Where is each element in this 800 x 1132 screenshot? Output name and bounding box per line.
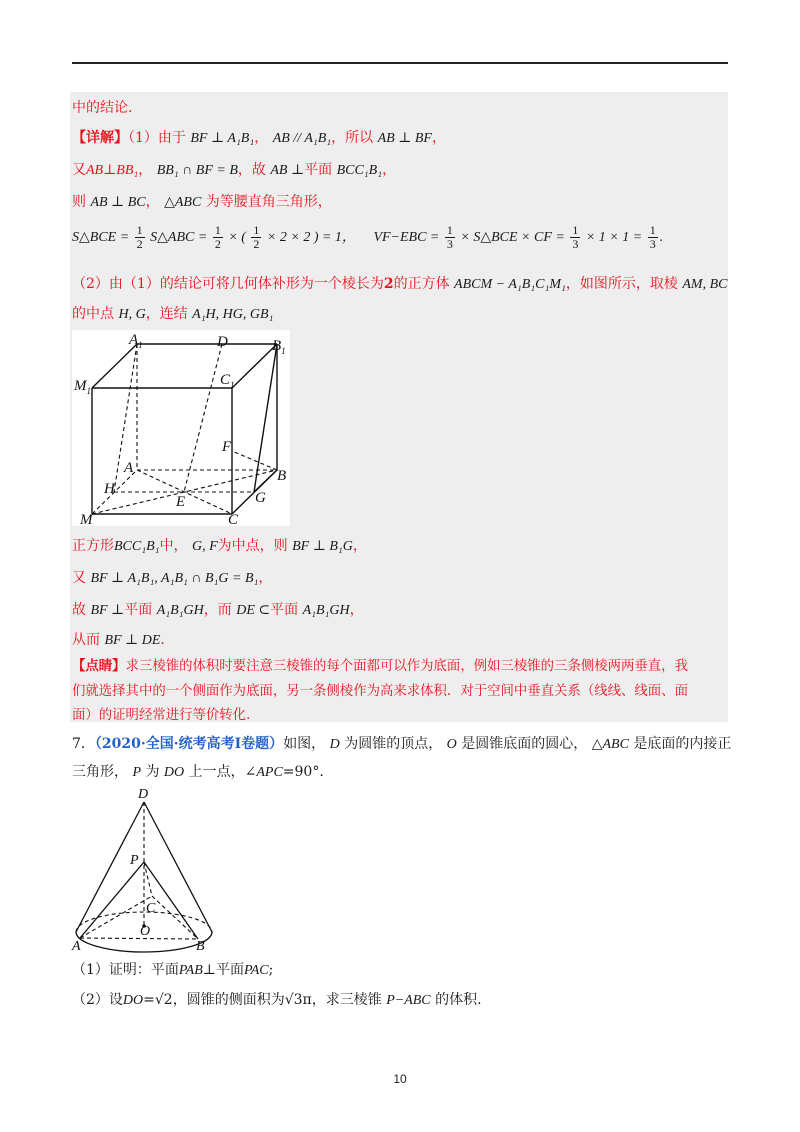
math: BF ⊥ [90, 603, 125, 618]
denominator: 3 [572, 237, 579, 252]
label-a1: A [129, 332, 139, 348]
problem-7-question-1 [72, 960, 273, 981]
text: （2）由（1）的结论可将几何体补形为一个棱长为 [72, 276, 384, 292]
page-number: 10 [393, 1072, 407, 1086]
numerator: 1 [136, 223, 143, 238]
fraction [570, 224, 580, 251]
math: H, G [118, 307, 146, 322]
math: × 2 × 2 ) = 1， [266, 230, 356, 245]
math: DO [163, 765, 185, 780]
solution-line-9 [72, 568, 272, 589]
denominator: 3 [649, 237, 656, 252]
subscript: 1 [230, 380, 235, 390]
text: 为 [145, 764, 160, 780]
text: 则 [72, 194, 86, 210]
math: DO [122, 993, 144, 1008]
math: S△ABC = [150, 230, 208, 245]
label-o: O [140, 924, 151, 939]
math: VF−EBC = [373, 230, 440, 245]
text: ，而 [203, 602, 232, 618]
text: 中的结论. [72, 100, 133, 116]
text: 为圆锥的顶点， [344, 736, 443, 752]
math: AB ⊥ [270, 163, 305, 178]
math: APC [256, 765, 283, 780]
label-a: A [72, 939, 81, 954]
cone-labels [71, 787, 205, 954]
text: ， [431, 130, 446, 146]
text: 如图， [283, 736, 326, 752]
text: =√2，圆锥的侧面积为√3π，求三棱锥 [143, 992, 382, 1008]
cube-figure [72, 330, 290, 526]
text: ，连结 [145, 306, 188, 322]
label-c: C [146, 901, 156, 916]
math: AM, BC [682, 277, 728, 292]
label-b: B [196, 939, 205, 954]
text: 们就选择其中的一个侧面作为底面，另一条侧棱作为高来求体积．对于空间中垂直关系（线线、线面、面 [72, 684, 688, 699]
subscript: 1 [281, 346, 286, 356]
fraction [445, 224, 455, 251]
tip-line-3 [72, 706, 250, 726]
numerator: 1 [446, 223, 453, 238]
math: PAC [243, 963, 269, 978]
text: 平面 [270, 602, 299, 618]
denominator: 2 [136, 237, 143, 252]
text: ， [349, 602, 364, 618]
problem-source: （2020·全国·统考高考Ⅰ卷题） [94, 736, 284, 752]
text: ， [138, 162, 153, 178]
text: ，故 [237, 162, 266, 178]
label-f: F [222, 439, 232, 455]
solution-line-10 [72, 600, 364, 621]
problem-7-line-2 [72, 762, 324, 783]
text: ， [382, 162, 397, 178]
label-p: P [130, 853, 139, 868]
numerator: 1 [214, 223, 221, 238]
text: 从而 [72, 632, 100, 648]
text: 三角形， [72, 764, 128, 780]
text: 面）的证明经常进行等价转化. [72, 708, 251, 723]
text: 为等腰直角三角形， [205, 194, 332, 210]
solution-line-2 [72, 128, 446, 149]
math: ABCM − A₁B₁C₁M₁ [454, 277, 566, 292]
text: 为中点，则 [217, 538, 288, 554]
math: AB⊥BB₁ [86, 163, 139, 178]
text: （1）由于 [128, 130, 186, 146]
text: 平面 [304, 162, 333, 178]
text: ⊥平面 [202, 962, 244, 978]
text: . [160, 632, 165, 648]
denominator: 3 [446, 237, 453, 252]
fraction [648, 224, 658, 251]
label-b1: B [272, 338, 282, 354]
text: （2）设 [72, 992, 123, 1008]
denominator: 2 [253, 237, 260, 252]
math: AB // A₁B₁ [272, 131, 332, 146]
problem-7-question-2 [72, 990, 482, 1011]
math: △ABC [591, 737, 629, 752]
math: BCC₁B₁ [336, 163, 383, 178]
text: =90°. [282, 764, 324, 780]
label-g: G [255, 490, 266, 506]
text: 又 [72, 162, 86, 178]
label-b: B [277, 468, 287, 484]
math: P [132, 765, 142, 780]
header-rule [72, 62, 728, 64]
denominator: 2 [214, 237, 221, 252]
tip-tag: 【点睛】 [72, 658, 126, 674]
math: PAB [178, 963, 203, 978]
numerator: 1 [253, 223, 260, 238]
math: BCC₁B₁ [114, 539, 160, 554]
text: 求三棱锥的体积时要注意三棱锥的每个面都可以作为底面，例如三棱锥的三条侧棱两两垂直，我 [125, 659, 688, 674]
math: AB ⊥ BF [377, 131, 432, 146]
solution-line-7 [72, 304, 273, 325]
cone-figure [68, 784, 218, 954]
label-d: D [217, 334, 228, 350]
text: ，所以 [331, 130, 374, 146]
text: ，如图所示，取棱 [565, 276, 678, 292]
subscript: 1 [138, 340, 143, 350]
numerator: 1 [649, 223, 656, 238]
solution-line-11 [72, 630, 165, 651]
math: A₁B₁GH [156, 603, 204, 618]
math: D [329, 737, 340, 752]
label-m1: M [74, 378, 87, 394]
text: ; [268, 962, 274, 978]
label-m: M [80, 512, 93, 526]
math: × 1 × 1 = [585, 230, 643, 245]
solution-line-6 [72, 274, 727, 295]
text: 平面 [124, 602, 153, 618]
math: BF ⊥ B₁G [292, 539, 353, 554]
math: A₁B₁GH [302, 603, 350, 618]
math: O [446, 737, 457, 752]
text: 正方形 [72, 538, 114, 554]
math: DE ⊂ [236, 603, 271, 618]
math: BF ⊥ A₁B₁ [190, 131, 255, 146]
problem-number: 7． [72, 736, 95, 752]
text: 又 [72, 570, 86, 586]
math: G, F [191, 539, 218, 554]
subscript: 1 [86, 386, 91, 396]
math: AB ⊥ BC [90, 195, 146, 210]
fraction [135, 224, 145, 251]
math: BB₁ ∩ BF = B [156, 163, 238, 178]
label-c: C [228, 512, 239, 526]
numerator: 1 [572, 223, 579, 238]
tip-line-1 [72, 656, 688, 677]
solution-line-8 [72, 536, 367, 557]
text: 的正方体 [393, 276, 450, 292]
math: × S△BCE × CF = [460, 230, 565, 245]
text: ， [258, 570, 273, 586]
solution-line-5 [72, 222, 663, 254]
text: 的中点 [72, 306, 114, 322]
math: P−ABC [386, 993, 431, 1008]
text: 上一点，∠ [188, 764, 257, 780]
fraction [251, 224, 261, 251]
text: 故 [72, 602, 86, 618]
math: × ( [228, 230, 246, 245]
label-h: H [104, 481, 115, 497]
solution-line-3 [72, 160, 396, 181]
math: △ABC [164, 195, 202, 210]
math: BF ⊥ DE [104, 633, 161, 648]
text: ， [352, 538, 367, 554]
problem-7-line-1 [72, 734, 731, 755]
text: 是圆锥底面的圆心， [461, 736, 588, 752]
text: 中， [159, 538, 188, 554]
math: BF ⊥ A₁B₁, A₁B₁ ∩ B₁G = B₁ [90, 571, 259, 586]
text: （1）证明：平面 [72, 962, 179, 978]
text: 是底面的内接正 [633, 736, 732, 752]
text: 的体积. [435, 992, 482, 1008]
text: ， [145, 194, 160, 210]
math: S△BCE = [72, 230, 130, 245]
math: A₁H, HG, GB₁ [192, 307, 274, 322]
tip-line-2 [72, 682, 688, 702]
text: ， [254, 130, 269, 146]
label-d: D [138, 787, 149, 802]
label-e: E [176, 494, 186, 510]
detail-tag: 【详解】 [72, 130, 128, 146]
text: 2 [383, 276, 394, 292]
label-a: A [124, 460, 134, 476]
solution-line-1 [72, 98, 132, 118]
label-c1: C [220, 372, 231, 388]
solution-line-4 [72, 192, 332, 213]
fraction [213, 224, 223, 251]
math: . [659, 230, 664, 245]
